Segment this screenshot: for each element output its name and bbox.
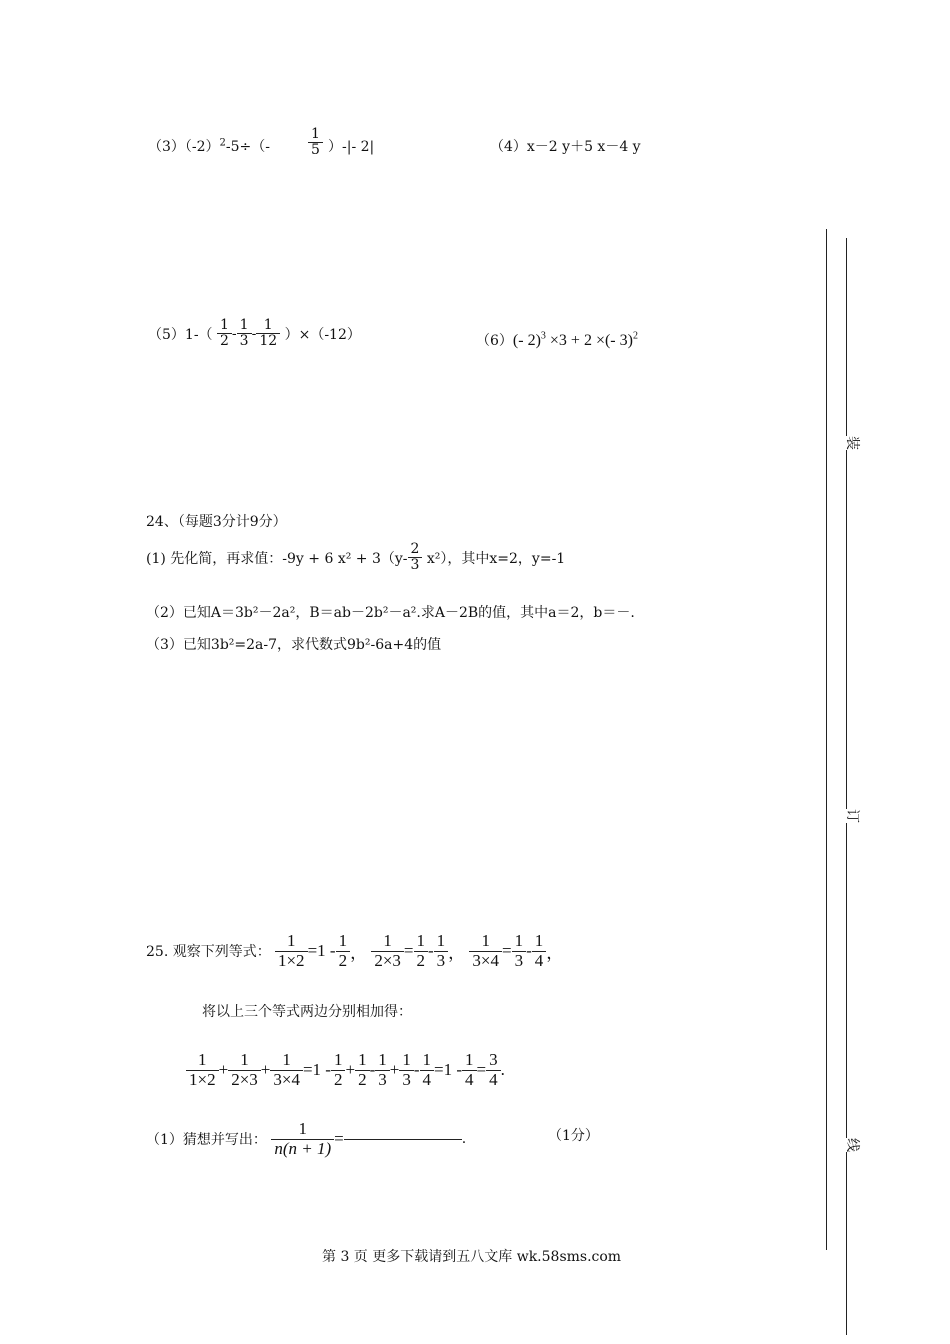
q25-sum-a2-num: 1: [355, 1051, 370, 1071]
q25-sum-b-num: 1: [462, 1051, 477, 1071]
q25-part1-label: （1）猜想并写出：: [146, 1132, 267, 1149]
q25-sum-r-num: 3: [486, 1051, 501, 1071]
q25-sum-t2-den: 2×3: [231, 1069, 258, 1089]
q25-e1-den: 1×2: [277, 950, 305, 970]
q25-sum-b-den: 4: [465, 1069, 474, 1089]
q23-part5: （5）1-（ $\frac{1}{2}$ - $\frac{1}{3}$ - $\frac{1}{12}$ ）×（-12）: [148, 317, 361, 350]
q25-instruction: 将以上三个等式两边分别相加得：: [202, 1004, 412, 1020]
q25-e3-eq: =: [502, 941, 512, 961]
q25-sum-plus1: +: [218, 1060, 229, 1080]
q25-sep1: ，: [350, 943, 368, 963]
q25-sum-eq2: =1 -: [434, 1060, 462, 1080]
q25-sum-end: .: [500, 1060, 505, 1080]
q25-sum-eq3: =: [476, 1060, 487, 1080]
q25-e2-a-den: 2: [416, 950, 425, 970]
q25-e3-b-num: 1: [532, 932, 547, 952]
q25-sum-a5-num: 1: [420, 1051, 435, 1071]
q25-equations: [146, 932, 563, 970]
q24-l1-pre: (1) 先化简，再求值：-9y + 6 x² + 3（y-: [146, 550, 408, 567]
q25-e2-a-num: 1: [414, 932, 429, 952]
q25-e1-rden: 2: [338, 950, 348, 970]
q24-l1-den: 3: [410, 557, 420, 574]
q25-part1-score: （1分）: [548, 1128, 599, 1144]
q23-part3: [148, 136, 270, 156]
q25-part1: [146, 1120, 466, 1158]
q25-e2-den: 2×3: [374, 950, 401, 970]
q25-sum-minus1: -: [369, 1060, 376, 1080]
q25-e2-b-num: 1: [434, 932, 449, 952]
q23-p3-fraction: [308, 127, 323, 159]
page-footer: 第 3 页 更多下载请到五八文库 wk.58sms.com: [322, 1249, 622, 1265]
q25-sum-plus2: +: [260, 1060, 271, 1080]
q23-p6-a: (- 2): [512, 332, 541, 349]
q25-sum-eq1: =1 -: [302, 1060, 331, 1080]
q25-sum-t2-num: 1: [228, 1051, 261, 1071]
q23-part6: [476, 330, 638, 350]
binding-char-ding: 订: [843, 809, 863, 823]
q25-sum-t3-den: 3×4: [273, 1069, 300, 1089]
q25-e2-b-den: 3: [436, 950, 446, 970]
q25-e3-num: 1: [469, 932, 502, 952]
q25-sum-t3-num: 1: [270, 1051, 303, 1071]
q23-p6-exp1: 3: [540, 330, 546, 342]
q25-part1-den: n(n + 1): [274, 1138, 332, 1158]
q25-label: 25. 观察下列等式：: [146, 944, 271, 961]
q24-line1: [146, 542, 565, 574]
q25-sum-a5-den: 4: [422, 1069, 431, 1089]
q25-sum-plus3: +: [345, 1060, 356, 1080]
q25-e1-eq: =1 -: [307, 941, 336, 961]
q23-p6-label: （6）: [476, 333, 513, 349]
q23-part4: （4）x－2 y＋5 x－4 y: [490, 139, 641, 155]
q24-heading: 24、（每题3分计9分）: [146, 514, 287, 530]
q24-l1-post: x²），其中x=2，y=-1: [422, 550, 566, 567]
q25-e1-rnum: 1: [336, 932, 351, 952]
q23-p5-pre: （5）1-（: [148, 326, 213, 343]
q25-sum-t1-num: 1: [186, 1051, 219, 1071]
q25-e3-den: 3×4: [472, 950, 500, 970]
answer-blank[interactable]: [344, 1139, 462, 1140]
q24-line2: （2）已知A＝3b²－2a²，B＝ab－2b²－a².求A－2B的值，其中a＝2，b＝－.: [146, 605, 635, 621]
binding-char-zhuang: 装: [843, 436, 863, 450]
q23-p5-f3-num: 1: [256, 318, 280, 334]
q25-sum-t1-den: 1×2: [189, 1069, 216, 1089]
q25-e2-eq: =: [403, 941, 414, 961]
q25-sep2: ，: [448, 943, 466, 963]
q25-e3-b-den: 4: [534, 950, 544, 970]
q25-sep3: ，: [546, 943, 564, 963]
binding-char-xian: 线: [843, 1138, 863, 1152]
q23-p5-f2-den: 3: [239, 333, 249, 350]
q23-p3-den: 5: [311, 142, 320, 159]
q25-part1-eq: =: [334, 1129, 344, 1149]
q23-p6-b: ×3 + 2 ×(- 3): [545, 332, 633, 349]
q25-sum-r-den: 4: [489, 1069, 498, 1089]
q24-l1-num: 2: [408, 542, 423, 558]
q23-p3-exponent: 2: [219, 137, 226, 149]
q25-sum-plus4: +: [389, 1060, 400, 1080]
q25-sum-a3-num: 1: [375, 1051, 390, 1071]
q25-sum-a2-den: 2: [358, 1069, 367, 1089]
q25-e2-minus: -: [428, 941, 434, 961]
q25-e2-num: 1: [371, 932, 404, 952]
q25-e3-a-num: 1: [512, 932, 527, 952]
q23-p5-f1-num: 1: [217, 318, 232, 334]
binding-line-inner: [826, 229, 827, 1250]
q23-p3-label: （3）（-2）: [148, 139, 220, 155]
binding-line-outer: [846, 238, 847, 1335]
q23-p5-f1-den: 2: [220, 333, 229, 350]
q25-part1-num: 1: [271, 1120, 334, 1140]
q25-sum-a4-num: 1: [399, 1051, 414, 1071]
q25-sum-a3-den: 3: [378, 1069, 387, 1089]
q23-p5-post: ）×（-12）: [284, 326, 361, 343]
q25-e3-a-den: 3: [514, 950, 524, 970]
q23-p3-end: ）-|- 2|: [328, 139, 375, 155]
q23-p5-f2-num: 1: [237, 318, 252, 334]
q25-sum: [186, 1051, 505, 1089]
q25-part1-end: .: [461, 1131, 467, 1148]
q23-p3-num: 1: [308, 127, 323, 143]
q25-sum-a4-den: 3: [402, 1069, 411, 1089]
q25-sum-minus2: -: [413, 1060, 420, 1080]
q24-line3: （3）已知3b²=2a-7，求代数式9b²-6a+4的值: [146, 637, 442, 653]
q25-sum-a1-num: 1: [331, 1051, 346, 1071]
q23-p3-mid: -5÷（-: [225, 139, 271, 155]
q23-p6-exp2: 2: [632, 330, 638, 342]
q23-p5-f3-den: 12: [259, 333, 278, 350]
q25-e3-minus: -: [526, 941, 532, 961]
q25-e1-num: 1: [275, 932, 308, 952]
q25-sum-a1-den: 2: [333, 1069, 343, 1089]
